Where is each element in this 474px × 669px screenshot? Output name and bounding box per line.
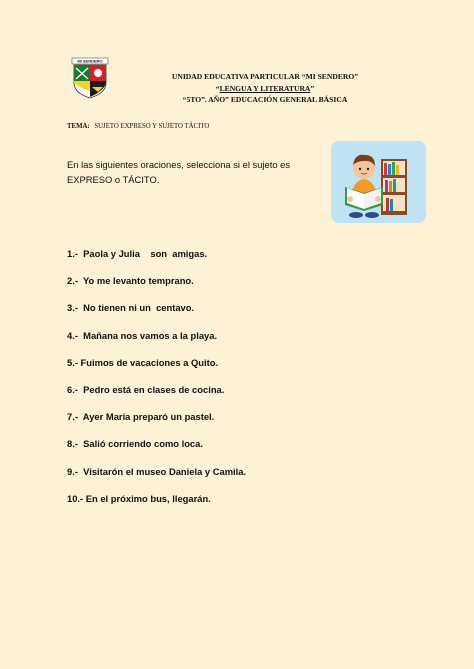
list-item: 4.- Mañana nos vamos a la playa. xyxy=(67,329,218,341)
topic-value: SUJETO EXPRESO Y SUJETO TÁCITO xyxy=(94,123,210,130)
list-item: 6.- Pedro está en clases de cocina. xyxy=(67,383,225,395)
topic-label: TEMA: xyxy=(67,123,90,130)
list-item: 7.- Ayer Maria preparó un pastel. xyxy=(67,411,215,423)
list-item: 1.- Paola y Julia son amigas. xyxy=(67,248,208,259)
list-item: 9.- Visitarón el museo Daniela y Camila. xyxy=(67,465,247,477)
grade-line: “5TO”. AÑO” EDUCACIÓN GENERAL BÁSICA xyxy=(182,95,348,104)
subject-name: LENGUA Y LITERATURA xyxy=(219,83,311,93)
sentence-list xyxy=(67,248,246,520)
school-crest-icon xyxy=(70,57,110,99)
subject-close-quote: ” xyxy=(310,83,315,93)
instructions-line-1: En las siguientes oraciones, selecciona si el sujeto es xyxy=(67,159,291,170)
topic-line xyxy=(67,123,209,130)
subject-line xyxy=(110,83,420,95)
logo-text: MI SENDERO xyxy=(77,58,103,64)
instructions xyxy=(67,158,329,187)
list-item: 3.- No tienen ni un centavo. xyxy=(67,302,195,314)
school-name: UNIDAD EDUCATIVA PARTICULAR “MI SENDERO” xyxy=(171,72,359,81)
boy-reading-book-icon xyxy=(331,141,426,223)
list-item: 8.- Salió corriendo como loca. xyxy=(67,438,203,450)
list-item: 2.- Yo me levanto temprano. xyxy=(67,275,194,287)
subject-open-quote: “ xyxy=(215,83,220,93)
list-item: 10.- En el próximo bus, llegarán. xyxy=(67,492,211,504)
reading-boy-illustration xyxy=(331,141,426,223)
instructions-line-2: EXPRESO o TÁCITO. xyxy=(67,173,160,185)
list-item: 5.- Fuimos de vacaciones a Quito. xyxy=(67,356,219,368)
school-logo xyxy=(70,57,110,99)
school-header xyxy=(110,71,420,106)
